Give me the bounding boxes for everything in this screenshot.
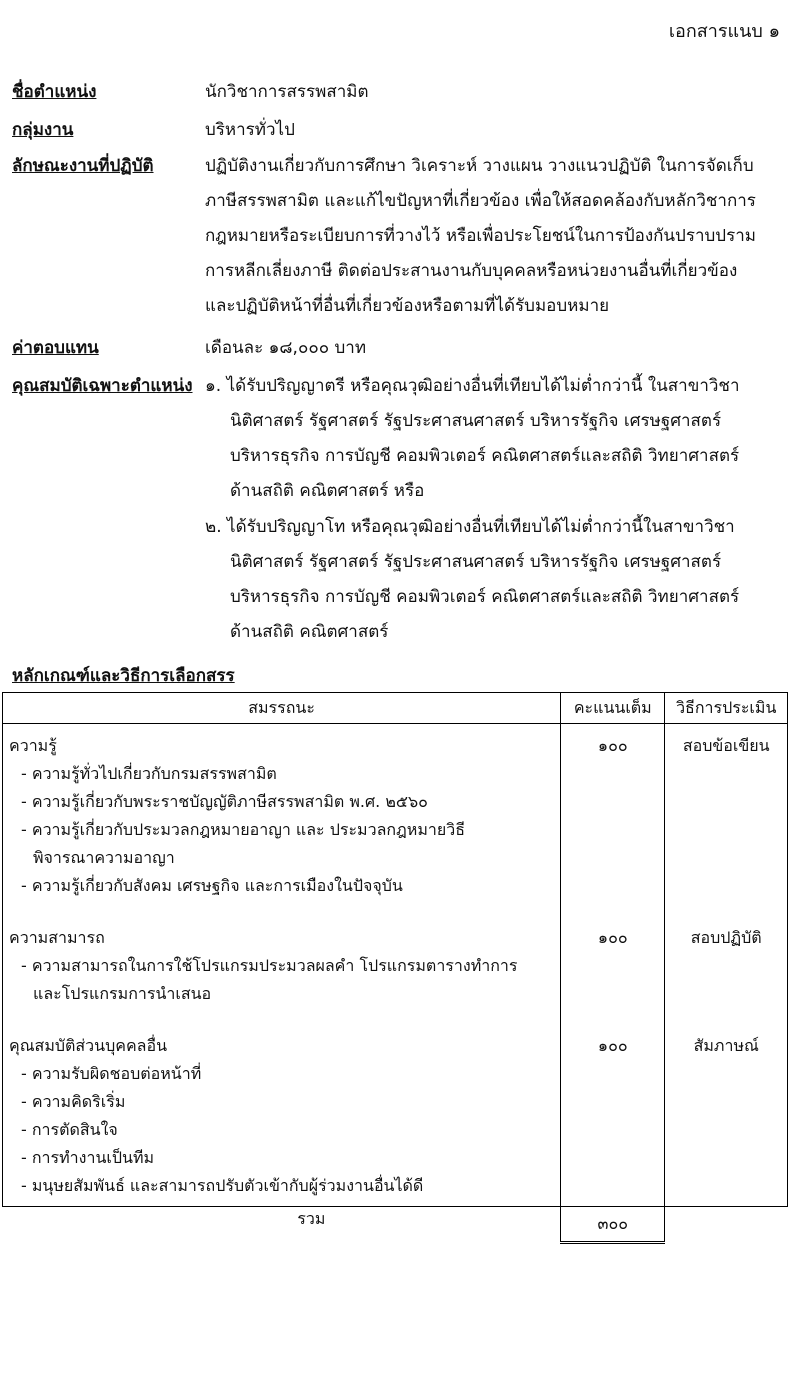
competency-item: - ความรู้เกี่ยวกับสังคม เศรษฐกิจ และการเมืองในปัจจุบัน: [21, 876, 403, 895]
qualification-line: ๑. ได้รับปริญญาตรี หรือคุณวุฒิอย่างอื่นที่เทียบได้ไม่ต่ำกว่านี้ ในสาขาวิชา: [205, 376, 740, 396]
duty-label: ลักษณะงานที่ปฏิบัติ: [12, 156, 154, 176]
criteria-group-row: [3, 724, 788, 917]
group-label: กลุ่มงาน: [12, 120, 74, 140]
qualification-line: บริหารธุรกิจ การบัญชี คอมพิวเตอร์ คณิตศาสตร์และสถิติ วิทยาศาสตร์: [230, 446, 740, 466]
evaluation-method: สอบข้อเขียน: [682, 736, 770, 755]
total-label: รวม: [297, 1209, 326, 1228]
competency-item: - ความรู้เกี่ยวกับพระราชบัญญัติภาษีสรรพสามิต พ.ศ. ๒๕๖๐: [21, 792, 428, 811]
evaluation-method: สอบปฏิบัติ: [690, 928, 762, 947]
qualification-label: คุณสมบัติเฉพาะตำแหน่ง: [12, 376, 193, 396]
competency-group-title: ความสามารถ: [9, 928, 105, 947]
competency-group-title: ความรู้: [9, 736, 57, 755]
competency-item: - ความสามารถในการใช้โปรแกรมประมวลผลคำ โปรแกรมตารางทำการ และโปรแกรมการนำเสนอ: [21, 956, 518, 1003]
header-method: วิธีการประเมิน: [665, 693, 788, 724]
method-cell: [665, 724, 788, 917]
duty-line: ปฏิบัติงานเกี่ยวกับการศึกษา วิเคราะห์ วางแผน วางแนวปฏิบัติ ในการจัดเก็บ: [205, 156, 754, 176]
competency-item: - การทำงานเป็นทีม: [21, 1148, 155, 1167]
total-row: [3, 1207, 788, 1243]
attachment-label: เอกสารแนบ ๑: [668, 21, 780, 42]
total-empty-cell: [665, 1207, 788, 1243]
pay-value: เดือนละ ๑๘,๐๐๐ บาท: [205, 338, 367, 358]
score-cell: [561, 916, 665, 1024]
criteria-group-row: [3, 1024, 788, 1207]
header-full-score: คะแนนเต็ม: [561, 693, 665, 724]
full-score-value: ๑๐๐: [597, 928, 628, 947]
total-value: ๓๐๐: [561, 1207, 665, 1243]
competency-cell: [3, 1024, 561, 1207]
position-value: นักวิชาการสรรพสามิต: [205, 82, 369, 102]
qualification-line: ๒. ได้รับปริญญาโท หรือคุณวุฒิอย่างอื่นที่เทียบได้ไม่ต่ำกว่านี้ในสาขาวิชา: [205, 517, 735, 537]
position-label: ชื่อตำแหน่ง: [12, 82, 97, 102]
duty-line: และปฏิบัติหน้าที่อื่นที่เกี่ยวข้องหรือตามที่ได้รับมอบหมาย: [205, 296, 610, 316]
score-cell: [561, 1024, 665, 1207]
competency-cell: [3, 724, 561, 917]
duty-line: การหลีกเลี่ยงภาษี ติดต่อประสานงานกับบุคคลหรือหน่วยงานอื่นที่เกี่ยวข้อง: [205, 261, 738, 281]
pay-label: ค่าตอบแทน: [12, 338, 99, 358]
header-competency: สมรรถนะ: [3, 693, 561, 724]
qualification-line: ด้านสถิติ คณิตศาสตร์ หรือ: [230, 481, 425, 501]
competency-group-title: คุณสมบัติส่วนบุคคลอื่น: [9, 1036, 168, 1055]
competency-item: - การตัดสินใจ: [21, 1120, 118, 1139]
full-score-value: ๑๐๐: [597, 1036, 628, 1055]
qualification-line: ด้านสถิติ คณิตศาสตร์: [230, 622, 389, 642]
duty-line: กฎหมายหรือระเบียบการที่วางไว้ หรือเพื่อประโยชน์ในการป้องกันปราบปราม: [205, 226, 756, 246]
criteria-group-row: [3, 916, 788, 1024]
competency-item: - ความรู้ทั่วไปเกี่ยวกับกรมสรรพสามิต: [21, 764, 277, 783]
qualification-line: บริหารธุรกิจ การบัญชี คอมพิวเตอร์ คณิตศาสตร์และสถิติ วิทยาศาสตร์: [230, 587, 740, 607]
group-value: บริหารทั่วไป: [205, 120, 295, 140]
competency-item: - ความคิดริเริ่ม: [21, 1092, 126, 1111]
qualification-line: นิติศาสตร์ รัฐศาสตร์ รัฐประศาสนศาสตร์ บริหารรัฐกิจ เศรษฐศาสตร์: [230, 552, 722, 572]
competency-item: - มนุษยสัมพันธ์ และสามารถปรับตัวเข้ากับผู้ร่วมงานอื่นได้ดี: [21, 1176, 424, 1195]
evaluation-method: สัมภาษณ์: [693, 1036, 759, 1055]
competency-item: - ความรู้เกี่ยวกับประมวลกฎหมายอาญา และ ประมวลกฎหมายวิธี พิจารณาความอาญา: [21, 820, 465, 867]
qualification-line: นิติศาสตร์ รัฐศาสตร์ รัฐประศาสนศาสตร์ บริหารรัฐกิจ เศรษฐศาสตร์: [230, 411, 722, 431]
method-cell: [665, 1024, 788, 1207]
method-cell: [665, 916, 788, 1024]
criteria-title: หลักเกณฑ์และวิธีการเลือกสรร: [12, 666, 235, 686]
competency-cell: [3, 916, 561, 1024]
criteria-header-row: [3, 693, 788, 724]
criteria-table: [2, 692, 788, 1244]
full-score-value: ๑๐๐: [597, 736, 628, 755]
competency-item: - ความรับผิดชอบต่อหน้าที่: [21, 1064, 202, 1083]
score-cell: [561, 724, 665, 917]
duty-line: ภาษีสรรพสามิต และแก้ไขปัญหาที่เกี่ยวข้อง เพื่อให้สอดคล้องกับหลักวิชาการ: [205, 191, 756, 211]
